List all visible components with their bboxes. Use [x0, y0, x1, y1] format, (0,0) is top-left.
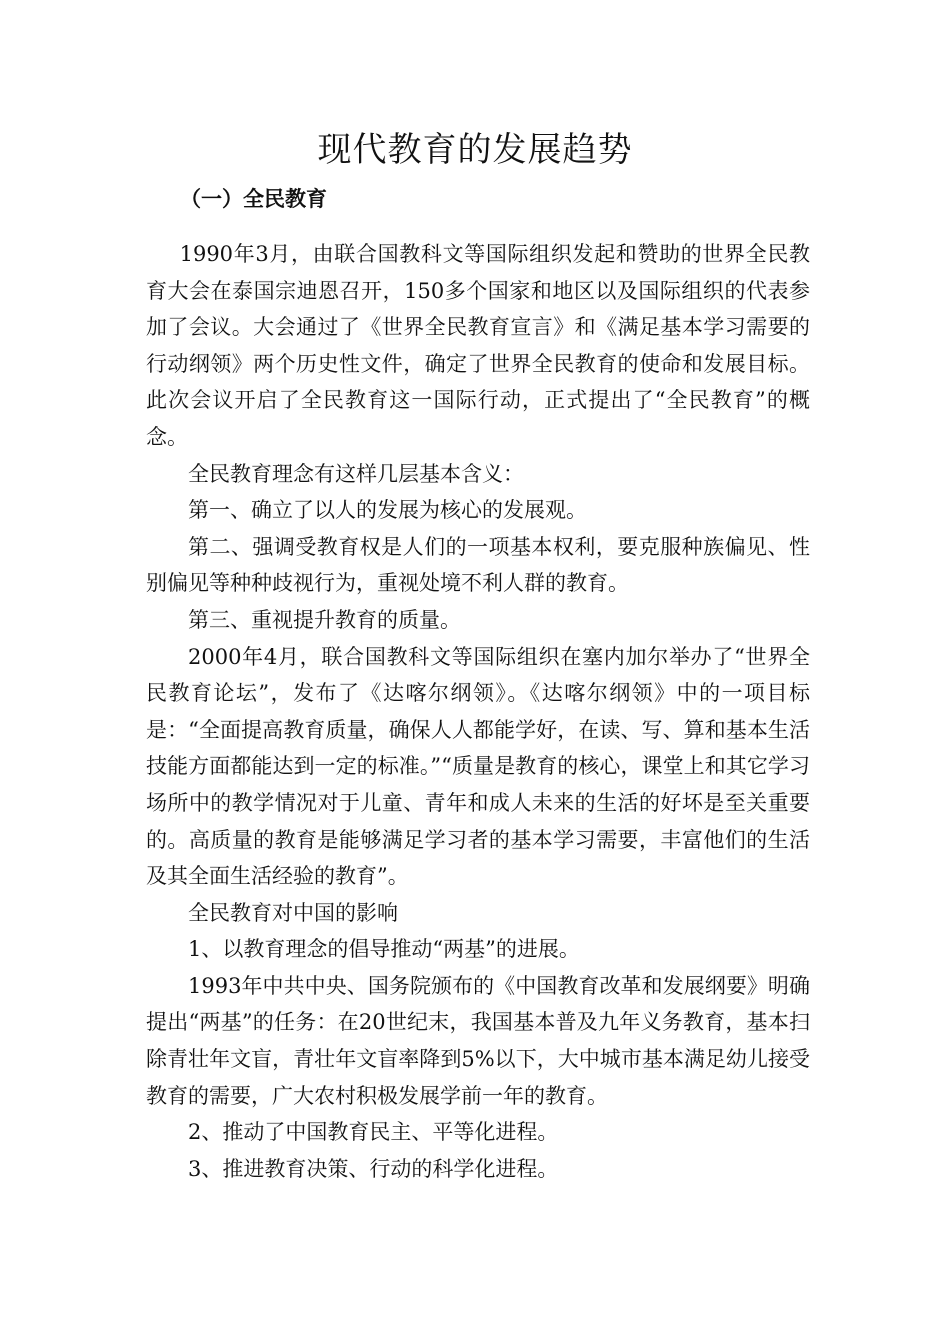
paragraph: 1990年3月，由联合国教科文等国际组织发起和赞助的世界全民教育大会在泰国宗迪恩召开，150多个国家和地区以及国际组织的代表参加了会议。大会通过了《世界全民教育宣言》和《满足基本学习需要的行动纲领》两个历史性文件，确定了世界全民教育的使命和发展目标。此次会议开启了全民教育这一国际行动，正式提出了“全民教育”的概念。 — [146, 242, 810, 449]
paragraph: 2000年4月，联合国教科文等国际组织在塞内加尔举办了“世界全民教育论坛”，发布了《达喀尔纲领》。《达喀尔纲领》中的一项目标是：“全面提高教育质量，确保人人都能学好，在读、写、算和基本生活技能方面都能达到一定的标准。”“质量是教育的核心，课堂上和其它学习场所中的教学情况对于儿童、青年和成人未来的生活的好坏是至关重要的。高质量的教育是能够满足学习者的基本学习需要，丰富他们的生活及其全面生活经验的教育”。 — [146, 644, 810, 889]
section-heading: （一）全民教育 — [180, 187, 327, 211]
paragraph: 1993年中共中央、国务院颁布的《中国教育改革和发展纲要》明确提出“两基”的任务：在20世纪末，我国基本普及九年义务教育，基本扫除青壮年文盲，青壮年文盲率降到5%以下，大中城市基本满足幼儿接受教育的需要，广大农村积极发展学前一年的教育。 — [146, 973, 810, 1108]
paragraph: 全民教育对中国的影响 — [188, 900, 398, 925]
page-title: 现代教育的发展趋势 — [317, 130, 633, 170]
paragraph: 3、推进教育决策、行动的科学化进程。 — [188, 1156, 559, 1181]
document-body — [146, 236, 810, 1187]
paragraph: 2、推动了中国教育民主、平等化进程。 — [188, 1120, 559, 1145]
paragraph: 第二、强调受教育权是人们的一项基本权利，要克服种族偏见、性别偏见等种种歧视行为，重视处境不利人群的教育。 — [146, 534, 810, 596]
paragraph: 全民教育理念有这样几层基本含义： — [188, 461, 524, 486]
paragraph: 1、以教育理念的倡导推动“两基”的进展。 — [188, 937, 580, 962]
paragraph: 第一、确立了以人的发展为核心的发展观。 — [188, 498, 587, 523]
paragraph: 第三、重视提升教育的质量。 — [188, 607, 461, 632]
